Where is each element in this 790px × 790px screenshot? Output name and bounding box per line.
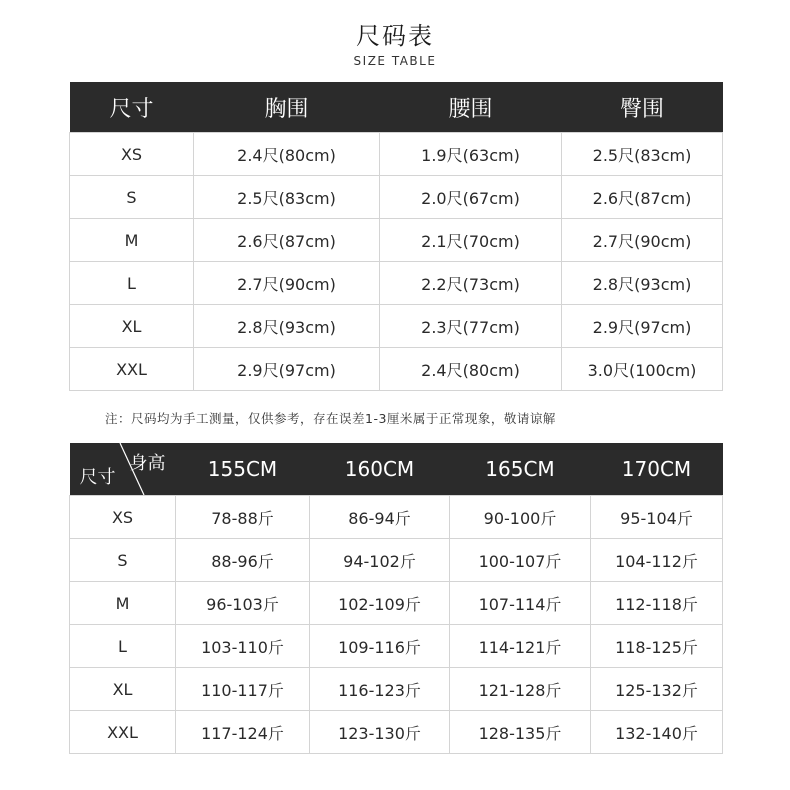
table-row bbox=[70, 496, 723, 539]
hip-cell: 3.0尺(100cm) bbox=[562, 348, 723, 391]
header-height-155: 155CM bbox=[176, 443, 310, 496]
table-row bbox=[70, 262, 723, 305]
table-row bbox=[70, 582, 723, 625]
weight-cell: 102-109斤 bbox=[310, 582, 450, 625]
table-row bbox=[70, 625, 723, 668]
hip-cell: 2.7尺(90cm) bbox=[562, 219, 723, 262]
bust-cell: 2.7尺(90cm) bbox=[194, 262, 380, 305]
corner-size-label: 尺寸 bbox=[79, 467, 116, 488]
hip-cell: 2.9尺(97cm) bbox=[562, 305, 723, 348]
weight-cell: 114-121斤 bbox=[450, 625, 591, 668]
corner-height-label: 身高 bbox=[129, 453, 166, 474]
waist-cell: 2.2尺(73cm) bbox=[380, 262, 562, 305]
corner-header bbox=[70, 443, 176, 496]
header-height-165: 165CM bbox=[450, 443, 591, 496]
size-cell: S bbox=[70, 176, 194, 219]
weight-cell: 103-110斤 bbox=[176, 625, 310, 668]
waist-cell: 2.3尺(77cm) bbox=[380, 305, 562, 348]
table-row bbox=[70, 668, 723, 711]
size-cell: M bbox=[70, 219, 194, 262]
bust-cell: 2.6尺(87cm) bbox=[194, 219, 380, 262]
table-row bbox=[70, 133, 723, 176]
header-height-160: 160CM bbox=[310, 443, 450, 496]
size-cell: XL bbox=[70, 668, 176, 711]
measurement-header-row bbox=[70, 82, 723, 133]
header-hip: 臀围 bbox=[562, 82, 723, 133]
bust-cell: 2.9尺(97cm) bbox=[194, 348, 380, 391]
header-waist: 腰围 bbox=[380, 82, 562, 133]
size-cell: XL bbox=[70, 305, 194, 348]
weight-cell: 125-132斤 bbox=[591, 668, 723, 711]
table-row bbox=[70, 348, 723, 391]
table-row bbox=[70, 305, 723, 348]
header-bust: 胸围 bbox=[194, 82, 380, 133]
table-row bbox=[70, 711, 723, 754]
weight-cell: 121-128斤 bbox=[450, 668, 591, 711]
waist-cell: 2.4尺(80cm) bbox=[380, 348, 562, 391]
measurement-table bbox=[69, 82, 723, 391]
table-row bbox=[70, 176, 723, 219]
weight-cell: 110-117斤 bbox=[176, 668, 310, 711]
header-height-170: 170CM bbox=[591, 443, 723, 496]
hip-cell: 2.5尺(83cm) bbox=[562, 133, 723, 176]
weight-cell: 118-125斤 bbox=[591, 625, 723, 668]
weight-cell: 112-118斤 bbox=[591, 582, 723, 625]
weight-cell: 94-102斤 bbox=[310, 539, 450, 582]
size-cell: XXL bbox=[70, 348, 194, 391]
bust-cell: 2.8尺(93cm) bbox=[194, 305, 380, 348]
size-cell: XXL bbox=[70, 711, 176, 754]
table-row bbox=[70, 219, 723, 262]
weight-cell: 104-112斤 bbox=[591, 539, 723, 582]
waist-cell: 2.0尺(67cm) bbox=[380, 176, 562, 219]
waist-cell: 2.1尺(70cm) bbox=[380, 219, 562, 262]
size-cell: M bbox=[70, 582, 176, 625]
page-title: 尺码表 bbox=[356, 22, 434, 50]
measurement-note: 注：尺码均为手工测量，仅供参考，存在误差1-3厘米属于正常现象，敬请谅解 bbox=[105, 411, 556, 426]
weight-cell: 78-88斤 bbox=[176, 496, 310, 539]
weight-cell: 88-96斤 bbox=[176, 539, 310, 582]
weight-cell: 128-135斤 bbox=[450, 711, 591, 754]
size-cell: XS bbox=[70, 133, 194, 176]
weight-cell: 95-104斤 bbox=[591, 496, 723, 539]
waist-cell: 1.9尺(63cm) bbox=[380, 133, 562, 176]
bust-cell: 2.4尺(80cm) bbox=[194, 133, 380, 176]
height-weight-table bbox=[69, 443, 723, 754]
weight-cell: 100-107斤 bbox=[450, 539, 591, 582]
weight-cell: 90-100斤 bbox=[450, 496, 591, 539]
weight-cell: 116-123斤 bbox=[310, 668, 450, 711]
weight-cell: 96-103斤 bbox=[176, 582, 310, 625]
hip-cell: 2.8尺(93cm) bbox=[562, 262, 723, 305]
header-size: 尺寸 bbox=[70, 82, 194, 133]
weight-cell: 123-130斤 bbox=[310, 711, 450, 754]
weight-cell: 132-140斤 bbox=[591, 711, 723, 754]
weight-cell: 107-114斤 bbox=[450, 582, 591, 625]
table-row bbox=[70, 539, 723, 582]
hip-cell: 2.6尺(87cm) bbox=[562, 176, 723, 219]
size-cell: S bbox=[70, 539, 176, 582]
weight-cell: 109-116斤 bbox=[310, 625, 450, 668]
size-cell: L bbox=[70, 625, 176, 668]
weight-cell: 86-94斤 bbox=[310, 496, 450, 539]
height-header-row bbox=[70, 443, 723, 496]
size-cell: XS bbox=[70, 496, 176, 539]
bust-cell: 2.5尺(83cm) bbox=[194, 176, 380, 219]
weight-cell: 117-124斤 bbox=[176, 711, 310, 754]
size-cell: L bbox=[70, 262, 194, 305]
page-subtitle: SIZE TABLE bbox=[353, 54, 437, 68]
